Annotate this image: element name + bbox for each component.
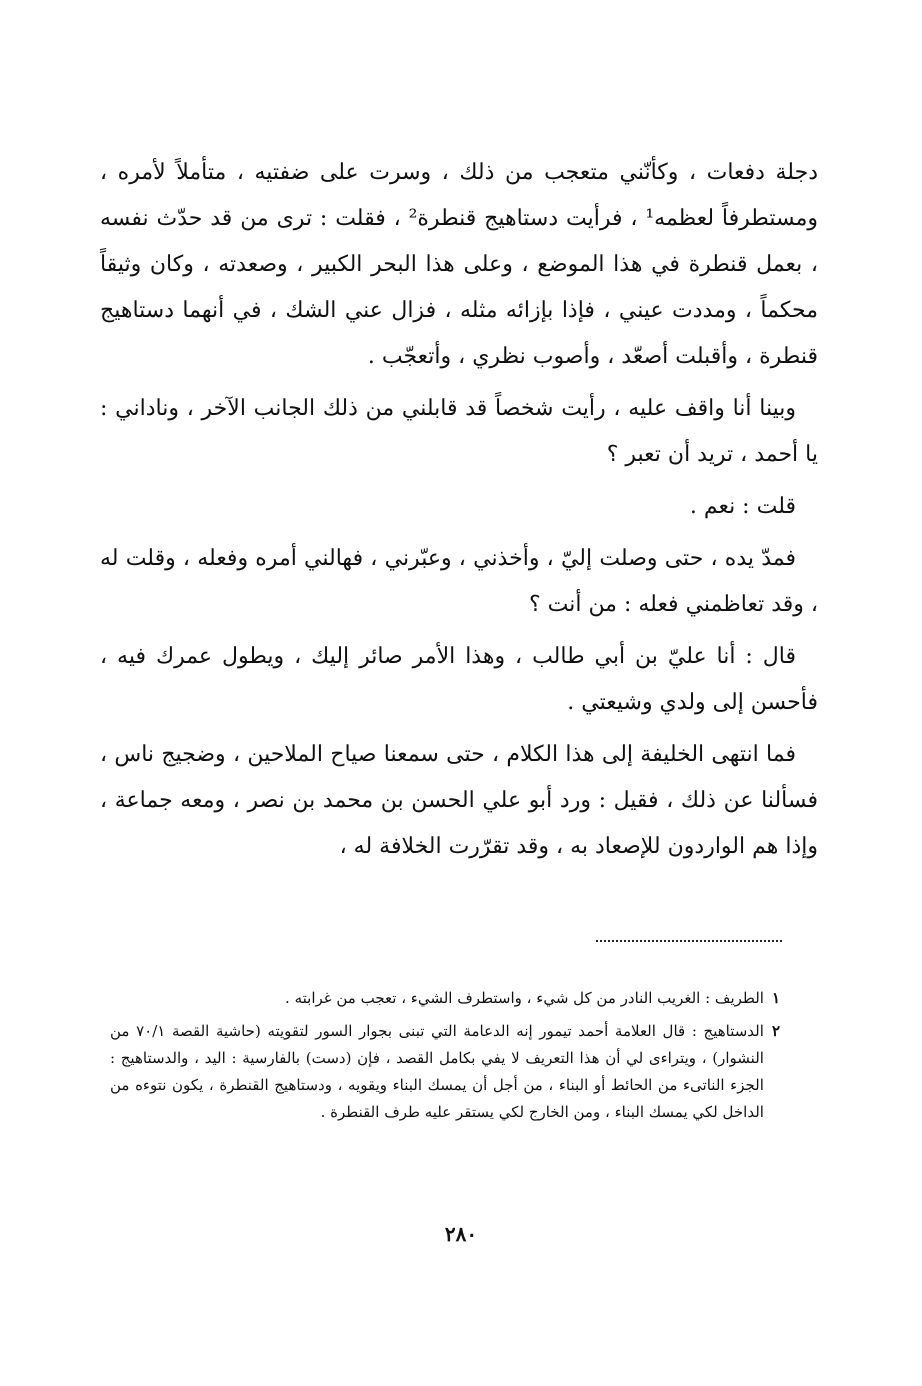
footnotes	[110, 985, 780, 1132]
paragraph-2: وبينا أنا واقف عليه ، رأيت شخصاً قد قابلني من ذلك الجانب الآخر ، وناداني : يا أحمد ، تريد أن تعبر ؟	[100, 396, 818, 467]
page-number: ٢٨٠	[444, 1222, 478, 1246]
paragraph-3: قلت : نعم .	[689, 494, 796, 519]
footnote-number: ٢	[771, 1022, 780, 1040]
paragraph-4: فمدّ يده ، حتى وصلت إليّ ، وأخذني ، وعبّرني ، فهالني أمره وفعله ، وقلت له ، وقد تعاظمني فعله : من أنت ؟	[100, 546, 818, 617]
paragraph-6: فما انتهى الخليفة إلى هذا الكلام ، حتى سمعنا صياح الملاحين ، وضجيج ناس ، فسألنا عن ذلك ، فقيل : ورد أبو علي الحسن بن محمد بن نصر ، ومعه جماعة ، وإذا هم الواردون للإصعاد به ، وقد تقرّرت الخلافة له ،	[100, 742, 818, 859]
paragraph-1: دجلة دفعات ، وكأنّني متعجب من ذلك ، وسرت على ضفتيه ، متأملاً لأمره ، ومستطرفاً لعظمه¹ ، فرأيت دستاهيج قنطرة² ، فقلت : ترى من قد حدّث نفسه ، بعمل قنطرة في هذا الموضع ، وعلى هذا البحر الكبير ، وصعدته ، وكان وثيقاً محكماً ، ومددت عيني ، فإذا بإزائه مثله ، فزال عني الشك ، في أنهما دستاهيج قنطرة ، وأقبلت أصعّد ، وأصوب نظري ، وأتعجّب .	[100, 160, 818, 369]
footnote-text: الدستاهيج : قال العلامة أحمد تيمور إنه الدعامة التي تبنى بجوار السور لتقويته (حاشية القصة ٧٠/١ من النشوار) ، ويتراءى لي أن هذا التعريف لا يفي بكامل القصد ، فإن (دست) بالفارسية : اليد ، والدستاهيج : الجزء الناتىء من الحائط أو البناء ، من أجل أن يمسك البناء ويقويه ، ودستاهيج القنطرة ، يكون نتوءه من الداخل لكي يمسك البناء ، ومن الخارج لكي يستقر عليه طرف القنطرة .	[110, 1022, 764, 1121]
footnote-text: الطريف : الغريب النادر من كل شيء ، واستطرف الشيء ، تعجب من غرابته .	[285, 989, 764, 1007]
footnote-2	[110, 1018, 780, 1126]
footnote-1	[110, 985, 780, 1012]
footnote-separator	[596, 940, 782, 942]
main-text-body	[100, 150, 818, 876]
paragraph-5: قال : أنا عليّ بن أبي طالب ، وهذا الأمر صائر إليك ، ويطول عمرك فيه ، فأحسن إلى ولدي وشيعتي .	[100, 644, 818, 715]
footnote-number: ١	[771, 989, 780, 1007]
